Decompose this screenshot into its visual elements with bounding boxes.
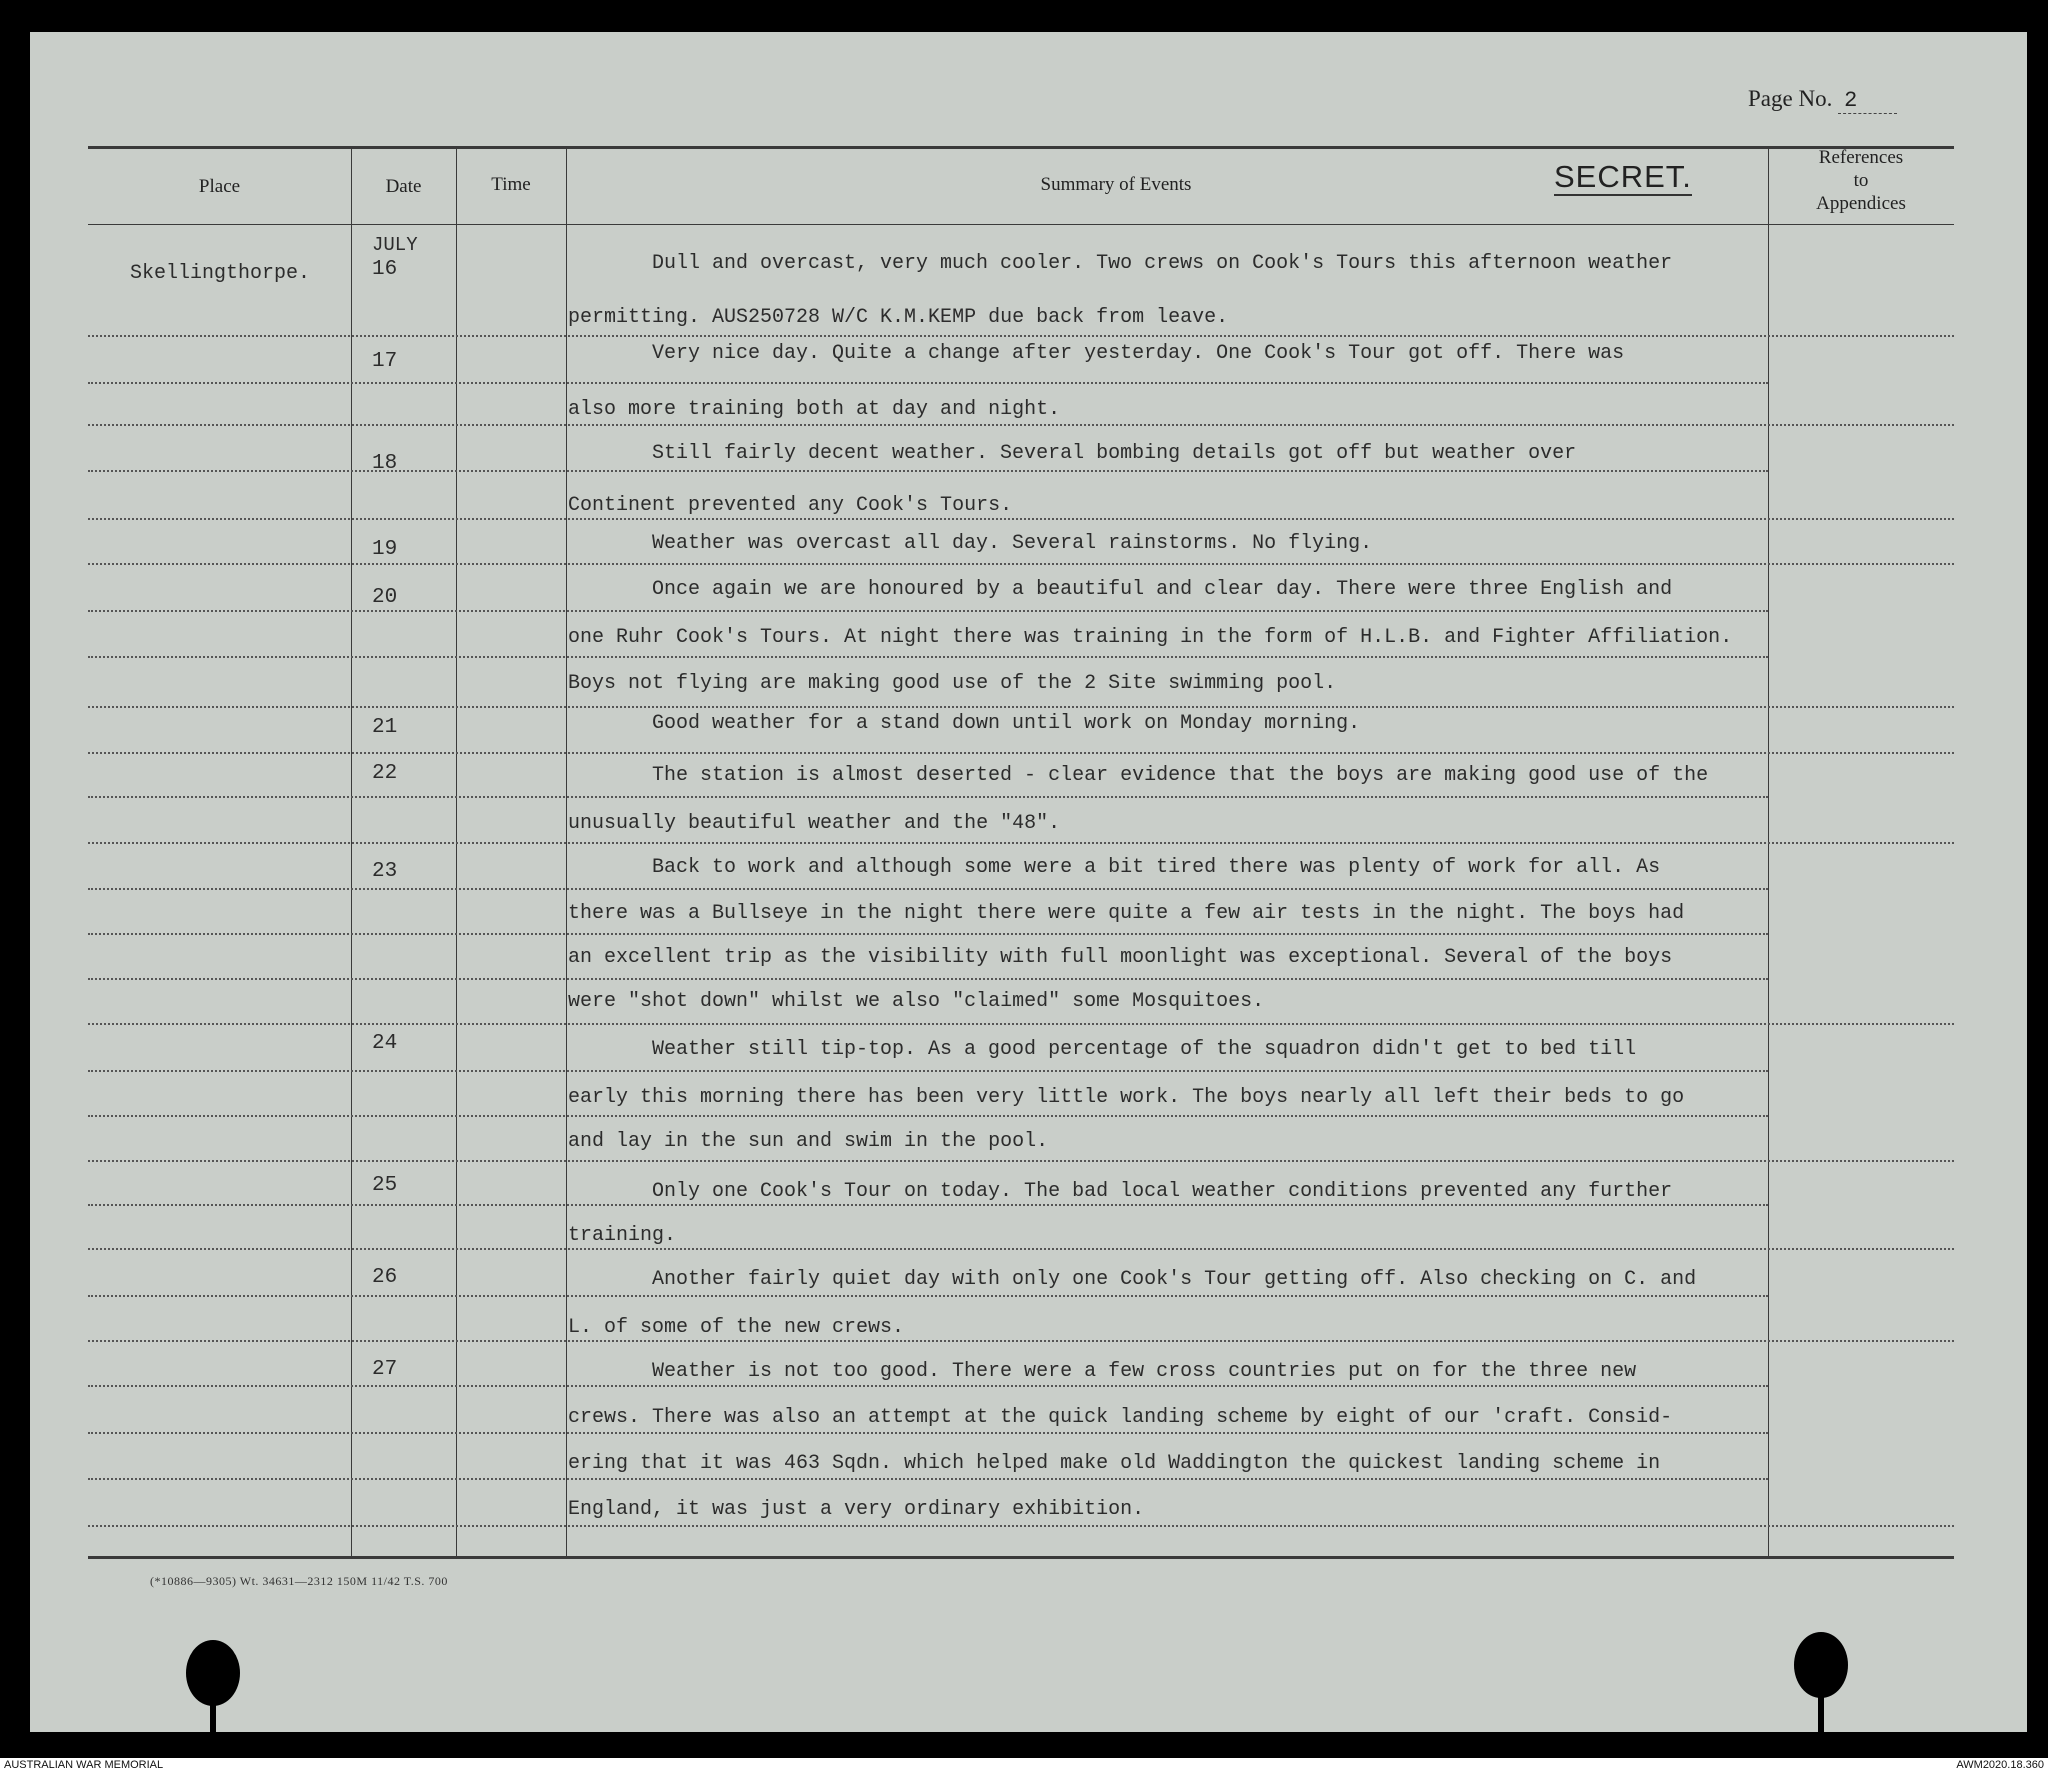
- header-bottom-rule: [88, 224, 1954, 225]
- punch-hole-right-slot: [1818, 1682, 1824, 1742]
- row-rule: [88, 842, 1954, 844]
- line-rule: [88, 656, 1768, 658]
- line-rule: [88, 382, 1768, 384]
- summary-line: there was a Bullseye in the night there were quite a few air tests in the night. The boys had: [568, 902, 1685, 925]
- date-entry: 20: [372, 586, 398, 609]
- date-entry: 26: [372, 1266, 398, 1289]
- header-place: Place: [198, 176, 241, 197]
- row-rule: [88, 1023, 1954, 1025]
- column-divider-date-time: [456, 148, 457, 1556]
- form-code: (*10886—9305) Wt. 34631—2312 150M 11/42 T.S. 700: [150, 1574, 448, 1588]
- row-rule: [88, 752, 1954, 754]
- summary-line: unusually beautiful weather and the "48".: [568, 812, 1061, 835]
- row-rule: [88, 1160, 1954, 1162]
- line-rule: [88, 1204, 1768, 1206]
- summary-line: Another fairly quiet day with only one Cook's Tour getting off. Also checking on C. and: [652, 1268, 1697, 1291]
- summary-line: Boys not flying are making good use of the 2 Site swimming pool.: [568, 672, 1337, 695]
- column-divider-summary-references: [1768, 148, 1769, 1556]
- date-entry: 19: [372, 538, 398, 561]
- line-rule: [88, 1432, 1768, 1434]
- summary-line: Back to work and although some were a bit tired there was plenty of work for all. As: [652, 856, 1661, 879]
- table-top-rule: [88, 146, 1954, 149]
- summary-line: ering that it was 463 Sqdn. which helped make old Waddington the quickest landing scheme in: [568, 1452, 1661, 1475]
- page-number-value: 2: [1838, 88, 1897, 114]
- archive-reference: AWM2020.18.360: [1956, 1759, 2044, 1771]
- summary-line: Weather is not too good. There were a few cross countries put on for the three new: [652, 1360, 1637, 1383]
- summary-line: early this morning there has been very little work. The boys nearly all left their beds to go: [568, 1086, 1685, 1109]
- date-entry: 16: [372, 258, 398, 281]
- punch-hole-left-slot: [210, 1690, 216, 1750]
- row-rule: [88, 706, 1954, 708]
- date-entry: 27: [372, 1358, 398, 1381]
- row-rule: [88, 1340, 1954, 1342]
- date-entry: 22: [372, 762, 398, 785]
- summary-line: training.: [568, 1224, 677, 1247]
- war-diary-page: [30, 32, 2027, 1732]
- summary-line: Once again we are honoured by a beautiful and clear day. There were three English and: [652, 578, 1673, 601]
- date-entry: 17: [372, 350, 398, 373]
- summary-line: L. of some of the new crews.: [568, 1316, 905, 1339]
- summary-line: Dull and overcast, very much cooler. Two crews on Cook's Tours this afternoon weather: [652, 252, 1673, 275]
- summary-line: crews. There was also an attempt at the quick landing scheme by eight of our 'craft. Consid-: [568, 1406, 1673, 1429]
- summary-line: Only one Cook's Tour on today. The bad local weather conditions prevented any further: [652, 1180, 1673, 1203]
- line-rule: [88, 610, 1768, 612]
- archive-footer: [0, 1758, 2048, 1774]
- line-rule: [88, 1295, 1768, 1297]
- header-time: Time: [491, 174, 531, 195]
- date-entry: 24: [372, 1032, 398, 1055]
- summary-line: The station is almost deserted - clear evidence that the boys are making good use of the: [652, 764, 1709, 787]
- line-rule: [88, 1070, 1768, 1072]
- date-entry: 25: [372, 1174, 398, 1197]
- row-rule: [88, 518, 1954, 520]
- table-bottom-rule: [88, 1556, 1954, 1559]
- date-entry: 23: [372, 860, 398, 883]
- page-number-label: Page No.: [1748, 86, 1833, 111]
- page-number-field: [1748, 86, 1897, 113]
- line-rule: [88, 796, 1768, 798]
- summary-line: Good weather for a stand down until work on Monday morning.: [652, 712, 1361, 735]
- line-rule: [88, 978, 1768, 980]
- column-divider-time-summary: [566, 148, 567, 1556]
- row-rule: [88, 335, 1954, 337]
- line-rule: [88, 470, 1768, 472]
- summary-line: one Ruhr Cook's Tours. At night there was training in the form of H.L.B. and Fighter Affiliation.: [568, 626, 1733, 649]
- secret-stamp: SECRET.: [1554, 159, 1692, 194]
- summary-line: and lay in the sun and swim in the pool.: [568, 1130, 1049, 1153]
- row-rule: [88, 1248, 1954, 1250]
- header-date: Date: [385, 176, 422, 197]
- summary-line: Very nice day. Quite a change after yesterday. One Cook's Tour got off. There was: [652, 342, 1625, 365]
- summary-line: an excellent trip as the visibility with full moonlight was exceptional. Several of the boys: [568, 946, 1673, 969]
- column-divider-place-date: [351, 148, 352, 1556]
- date-entry: 21: [372, 716, 398, 739]
- date-entry: 18: [372, 452, 398, 475]
- line-rule: [88, 888, 1768, 890]
- summary-line: England, it was just a very ordinary exhibition.: [568, 1498, 1145, 1521]
- header-summary: Summary of Events: [1040, 174, 1192, 195]
- place-entry: Skellingthorpe.: [130, 262, 311, 285]
- line-rule: [88, 1478, 1768, 1480]
- summary-line: permitting. AUS250728 W/C K.M.KEMP due back from leave.: [568, 306, 1229, 329]
- summary-line: Weather was overcast all day. Several rainstorms. No flying.: [652, 532, 1373, 555]
- header-references: References to Appendices: [1816, 147, 1906, 214]
- summary-line: were "shot down" whilst we also "claimed" some Mosquitoes.: [568, 990, 1265, 1013]
- summary-line: Weather still tip-top. As a good percentage of the squadron didn't get to bed till: [652, 1038, 1637, 1061]
- summary-line: Still fairly decent weather. Several bombing details got off but weather over: [652, 442, 1577, 465]
- line-rule: [88, 1115, 1768, 1117]
- row-rule: [88, 563, 1954, 565]
- row-rule: [88, 1525, 1954, 1527]
- line-rule: [88, 933, 1768, 935]
- archive-name: AUSTRALIAN WAR MEMORIAL: [4, 1759, 164, 1771]
- summary-line: Continent prevented any Cook's Tours.: [568, 494, 1013, 517]
- summary-line: also more training both at day and night.: [568, 398, 1061, 421]
- month-label: JULY: [372, 234, 418, 256]
- row-rule: [88, 424, 1954, 426]
- line-rule: [88, 1385, 1768, 1387]
